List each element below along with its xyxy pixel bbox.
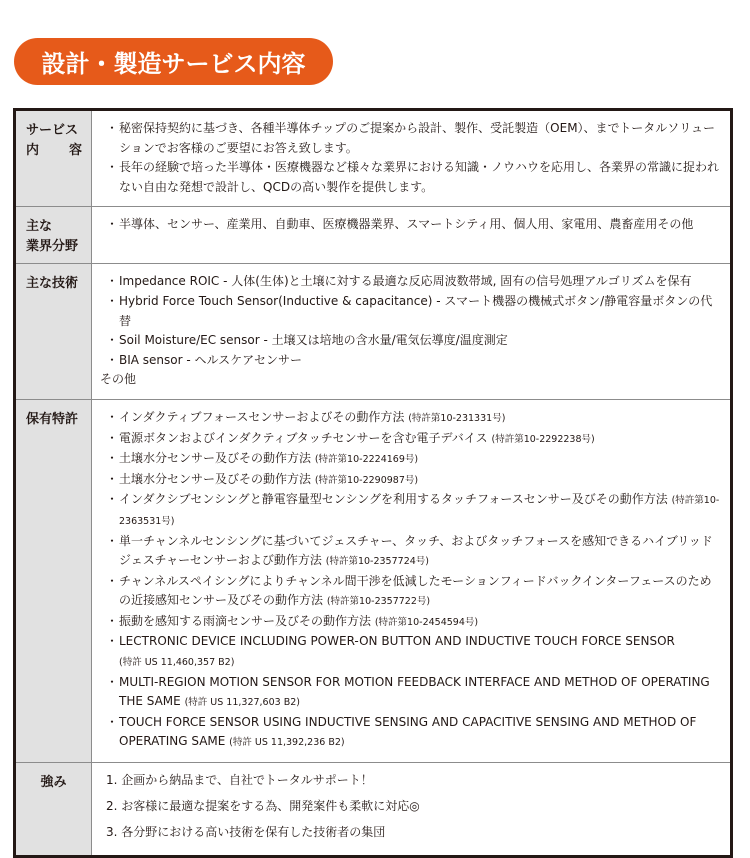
row-content-patents (92, 399, 732, 762)
row-label-strengths (15, 763, 92, 857)
patent-entry (119, 612, 722, 633)
patent-entry (119, 408, 722, 429)
bullet-icon: ・ (106, 160, 119, 175)
row-content-service (92, 110, 732, 207)
list-item (106, 158, 722, 197)
patent-title: インダクシブセンシングと静電容量型センシングを利用するタッチフォースセンサー及びその動作方法 (119, 492, 668, 507)
row-label-patents (15, 399, 92, 762)
section-title-banner (14, 38, 333, 85)
bullet-icon: ・ (106, 533, 119, 548)
list-item-text: 半導体、センサー、産業用、自動車、医療機器業界、スマートシティ用、個人用、家電用、農畜産用その他 (119, 217, 694, 232)
patent-title: 土壌水分センサー及びその動作方法 (119, 451, 312, 466)
patent-title: 振動を感知する雨滴センサー及びその動作方法 (119, 613, 372, 628)
list-item-text: Soil Moisture/EC sensor - 土壌又は培地の含水量/電気伝導度/温度測定 (119, 333, 508, 348)
strength-item: 3. 各分野における高い技術を保有した技術者の集団 (106, 825, 386, 840)
service-spec-table (13, 108, 733, 858)
bullet-icon: ・ (106, 121, 119, 135)
row-label-technology (15, 264, 92, 400)
strength-item: 2. お客様に最適な提案をする為、開発案件も柔軟に対応◎ (106, 799, 420, 814)
patent-title: 単一チャンネルセンシングに基づいてジェスチャー、タッチ、およびタッチフォースを感知できるハイブリッドジェスチャーセンサーおよび動作方法 (119, 533, 713, 568)
patent-title: チャンネルスペイシングによりチャンネル間干渉を低減したモーションフィードバックインターフェースのための近接感知センサー及びその動作方法 (119, 573, 712, 608)
patent-item (106, 470, 722, 491)
list-item (106, 119, 722, 158)
patent-title: TOUCH FORCE SENSOR USING INDUCTIVE SENSING AND CAPACITIVE SENSING AND METHOD OF OPERATING SAME (119, 714, 697, 749)
table-row-patents (15, 399, 732, 762)
patent-item (106, 572, 722, 612)
patent-title: LECTRONIC DEVICE INCLUDING POWER-ON BUTTON AND INDUCTIVE TOUCH FORCE SENSOR (119, 634, 675, 649)
list-item-text: 秘密保持契約に基づき、各種半導体チップのご提案から設計、製作、受託製造（OEM）、までトータルソリューションでお客様のご要望にお答え致します。 (119, 121, 715, 155)
bullet-icon: ・ (106, 674, 119, 689)
row-label-service (15, 110, 92, 207)
list-item-text: BIA sensor - ヘルスケアセンサー (119, 352, 303, 367)
bullet-icon: ・ (106, 573, 119, 588)
bullet-icon: ・ (106, 293, 119, 308)
list-item (106, 215, 722, 235)
patent-number: (特許第10-2290987号) (314, 474, 419, 486)
bullet-icon: ・ (106, 352, 119, 367)
patent-title: 土壌水分センサー及びその動作方法 (119, 471, 312, 486)
label-char: 内 (26, 143, 40, 158)
bullet-icon: ・ (106, 333, 119, 348)
row-content-industry (92, 207, 732, 264)
tech-footer-text: その他 (100, 372, 137, 387)
row-content-technology (92, 264, 732, 400)
table-row-technology (15, 264, 732, 400)
patent-number: (特許第10-2454594号) (374, 616, 479, 628)
patent-number: (特許 US 11,460,357 B2) (119, 657, 235, 669)
patent-item (106, 429, 722, 450)
patent-number: (特許 US 11,392,236 B2) (229, 737, 345, 749)
patent-item (106, 713, 722, 753)
list-item (106, 292, 722, 331)
patent-title: MULTI-REGION MOTION SENSOR FOR MOTION FEEDBACK INTERFACE AND METHOD OF OPERATING THE SAME (119, 674, 710, 709)
patent-item (106, 673, 722, 713)
patent-entry (119, 532, 722, 572)
bullet-icon: ・ (106, 471, 119, 486)
bullet-icon: ・ (106, 430, 119, 445)
label-line (26, 141, 82, 161)
label-char: 容 (68, 143, 82, 158)
patent-item (106, 449, 722, 470)
patent-entry (119, 632, 722, 672)
label-line: 業界分野 (26, 239, 79, 255)
bullet-icon: ・ (106, 451, 119, 466)
list-item (106, 351, 722, 371)
patent-item (106, 612, 722, 633)
bullet-icon: ・ (106, 409, 119, 424)
bullet-icon: ・ (106, 634, 119, 649)
label-line: 主な (26, 219, 53, 235)
strength-item: 1. 企画から納品まで、自社でトータルサポート！ (106, 773, 373, 788)
patent-title: インダクティブフォースセンサーおよびその動作方法 (119, 409, 405, 424)
row-content-strengths (92, 763, 732, 857)
list-item (106, 272, 722, 292)
bullet-icon: ・ (106, 217, 119, 232)
patent-entry (119, 449, 722, 470)
list-item-text: Impedance ROIC - 人体(生体)と土壌に対する最適な反応周波数帯域, 固有の信号処理アルゴリズムを保有 (119, 274, 692, 289)
patent-item (106, 490, 722, 531)
patent-title: 電源ボタンおよびインダクティブタッチセンサーを含む電子デバイス (119, 430, 488, 445)
patent-entry (119, 490, 722, 531)
label-line: 強み (40, 775, 67, 791)
patent-number: (特許 US 11,327,603 B2) (184, 697, 300, 709)
list-item (106, 331, 722, 351)
table-row-service (15, 110, 732, 207)
label-line: 主な技術 (26, 276, 79, 292)
patent-item (106, 408, 722, 429)
patent-entry (119, 673, 722, 713)
table-row-strengths (15, 763, 732, 857)
patent-entry (119, 572, 722, 612)
patent-entry (119, 470, 722, 491)
list-item-text: Hybrid Force Touch Sensor(Inductive & capacitance) - スマート機器の機械式ボタン/静電容量ボタンの代替 (119, 293, 713, 328)
bullet-icon: ・ (106, 492, 119, 507)
patent-number: (特許第10-2357722号) (326, 596, 431, 608)
section-title: 設計・製造サービス内容 (41, 49, 306, 78)
label-line: 保有特許 (26, 411, 79, 427)
bullet-icon: ・ (106, 613, 119, 628)
patent-entry (119, 429, 722, 450)
label-line: サービス (26, 123, 79, 138)
bullet-icon: ・ (106, 714, 119, 729)
patent-item (106, 532, 722, 572)
patent-number: (特許第10-231331号) (408, 412, 506, 424)
table-row-industry (15, 207, 732, 264)
patent-number: (特許第10-2292238号) (491, 433, 595, 445)
patent-entry (119, 713, 722, 753)
patent-number: (特許第10-2357724号) (325, 556, 429, 568)
patent-item (106, 632, 722, 672)
bullet-icon: ・ (106, 274, 119, 289)
row-label-industry (15, 207, 92, 264)
patent-number: (特許第10-2363531号) (119, 495, 720, 527)
patent-number: (特許第10-2224169号) (314, 454, 419, 466)
list-item-text: 長年の経験で培った半導体・医療機器など様々な業界における知識・ノウハウを応用し、各業界の常識に捉われない自由な発想で設計し、QCDの高い製作を提供します。 (119, 160, 720, 194)
